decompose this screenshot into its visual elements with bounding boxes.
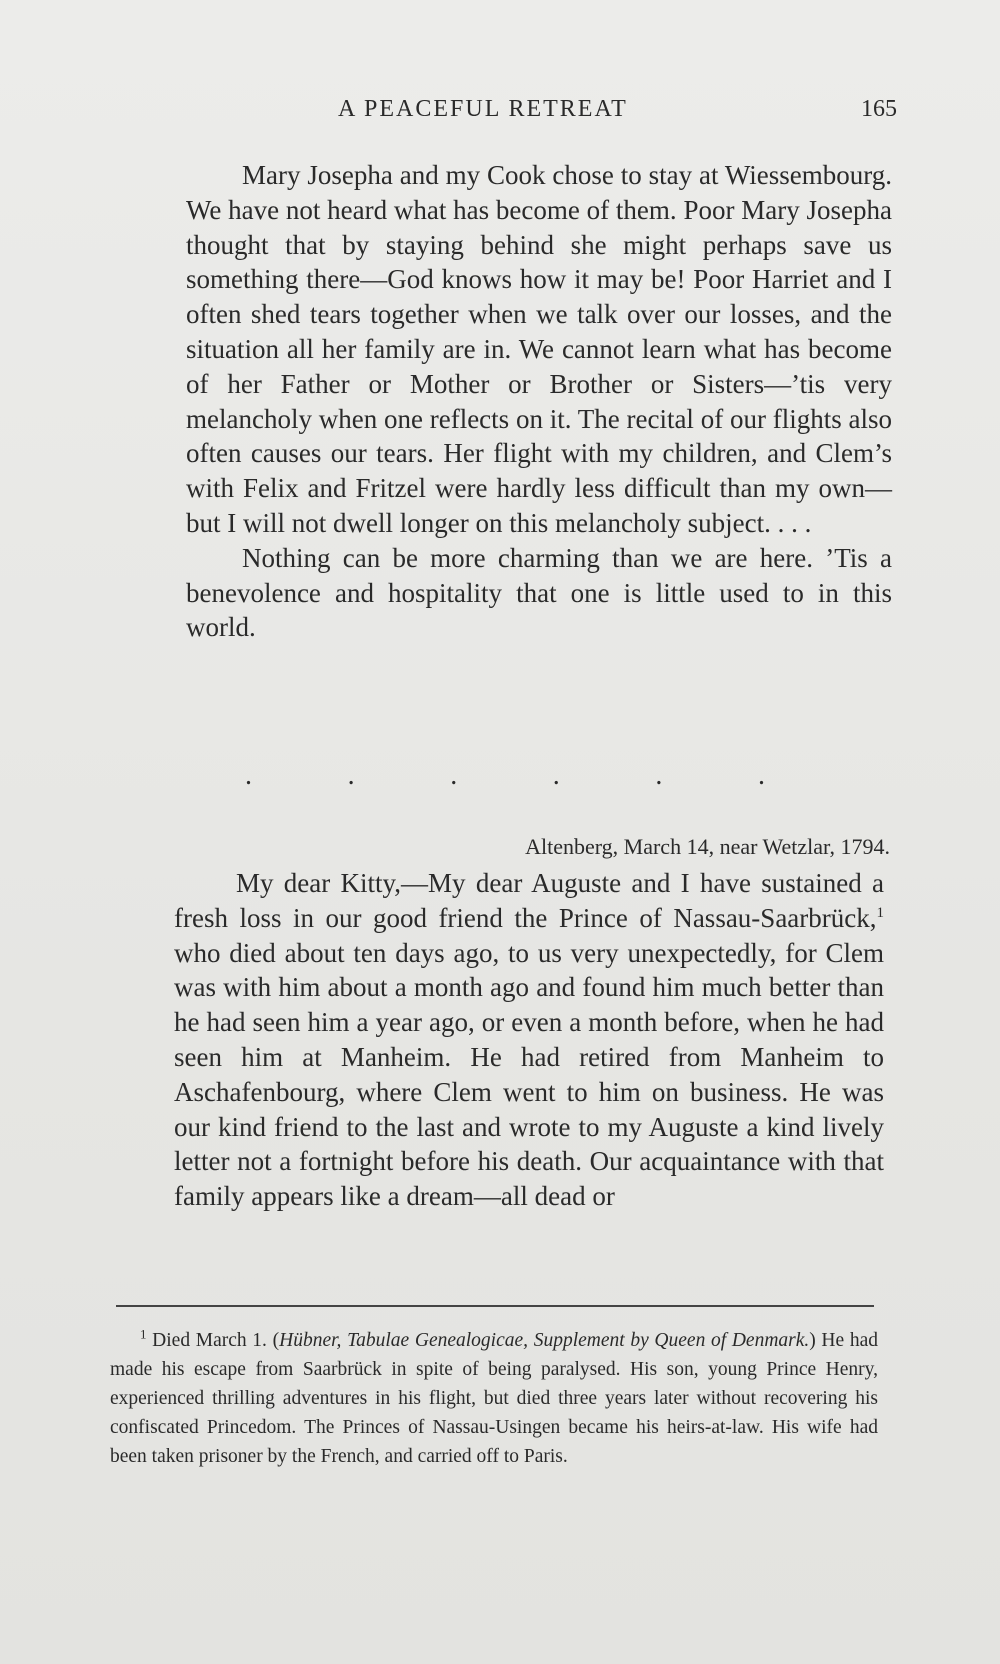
footnote-rule <box>116 1305 874 1307</box>
page-header <box>180 96 897 136</box>
ellipsis-dot: . <box>347 760 355 791</box>
letter-body <box>174 866 884 1214</box>
paragraph-2: Nothing can be more charming than we are here. ’Tis a benevolence and hospitality that one is little used to in this world. <box>186 542 892 643</box>
page-number: 165 <box>861 96 897 122</box>
letter-text-end: who died about ten days ago, to us very unexpectedly, for Clem was with him about a month ago and found him much better than he had seen him a year ago, or even a month before, when he had seen him at Manheim. He had retired from Manheim to Aschafenbourg, where Clem went to him on business. He was our kind friend to the last and wrote to my Auguste a kind lively letter not a fortnight before his death. Our acquaintance with that family appears like a dream—all dead or <box>174 937 884 1212</box>
footnote-citation: Hübner, Tabulae Genealogicae, Supplement by Queen of Denmark. <box>279 1330 810 1351</box>
ellipsis-dot: . <box>450 760 458 791</box>
footnote-text: ) He had made his escape from Saarbrück in spite of being paralysed. His son, young Prince Henry, experienced thrilling adventures in his flight, but died three years later without recovering his confiscated Princedom. The Princes of Nassau-Usingen became his heirs-at-law. His wife had been taken prisoner by the French, and carried off to Paris. <box>110 1330 878 1467</box>
running-head: A PEACEFUL RETREAT <box>338 96 628 122</box>
ellipsis-separator <box>245 760 765 792</box>
ellipsis-dot: . <box>245 760 252 791</box>
ellipsis-dot: . <box>552 760 560 791</box>
footnote-mark: 1 <box>140 1326 147 1342</box>
ellipsis-dot: . <box>757 760 765 791</box>
ellipsis-dot: . <box>655 760 663 791</box>
letter-paragraph <box>174 866 884 1214</box>
letter-dateline: Altenberg, March 14, near Wetzlar, 1794. <box>525 834 890 859</box>
letter-text-start: My dear Kitty,—My dear Auguste and I have sustained a fresh loss in our good friend the Prince of Nassau-Saarbrück, <box>174 868 884 933</box>
body-text <box>186 158 892 645</box>
footnote-reference: 1 <box>876 904 884 921</box>
footnote-paragraph <box>110 1326 878 1471</box>
paragraph-1: Mary Josepha and my Cook chose to stay at Wiessembourg. We have not heard what has become of them. Poor Mary Josepha thought that by staying behind she might perhaps save us something there—God knows how it may be! Poor Harriet and I often shed tears together when we talk over our losses, and the situation all her family are in. We cannot learn what has become of her Father or Mother or Brother or Sisters—’tis very melancholy when one reflects on it. The recital of our flights also often causes our tears. Her flight with my children, and Clem’s with Felix and Fritzel were hardly less difficult than my own—but I will not dwell longer on this melancholy subject. . . . <box>186 160 892 538</box>
footnote-lead: Died March 1. ( <box>146 1330 280 1351</box>
footnote <box>110 1326 878 1471</box>
